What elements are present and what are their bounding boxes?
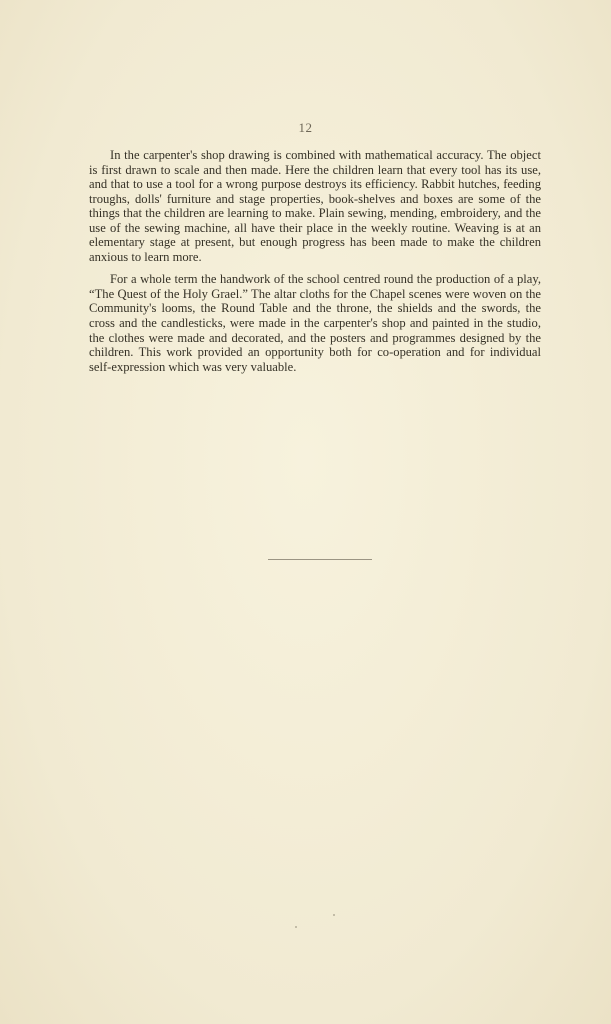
body-text [89, 148, 541, 374]
page-number: 12 [298, 120, 313, 135]
paragraph-play-production: For a whole term the handwork of the school centred round the production of a play, “The Quest of the Holy Grael.” The altar cloths for the Chapel scenes were woven on the Community's looms, the Round Table and the throne, the shields and the swords, the cross and the candlesticks, were made in the carpenter's shop and painted in the studio, the clothes were made and decorated, and the posters and programmes designed by the children. This work provided an opportunity both for co-operation and for individual self-expression which was very valuable. [89, 272, 541, 374]
paper-speck [333, 914, 335, 916]
paper-speck [295, 926, 297, 928]
paragraph-carpentry-sewing-weaving: In the carpenter's shop drawing is combined with mathematical accuracy. The object is first drawn to scale and then made. Here the children learn that every tool has its use, and that to use a tool for a wrong purpose destroys its efficiency. Rabbit hutches, feeding troughs, dolls' furniture and stage properties, book-shelves and boxes are some of the things that the children are learning to make. Plain sewing, mending, embroidery, and the use of the sewing machine, all have their place in the weekly routine. Weaving is at an elementary stage at present, but enough progress has been made to make the children anxious to learn more. [89, 148, 541, 264]
section-divider-rule [268, 559, 372, 560]
